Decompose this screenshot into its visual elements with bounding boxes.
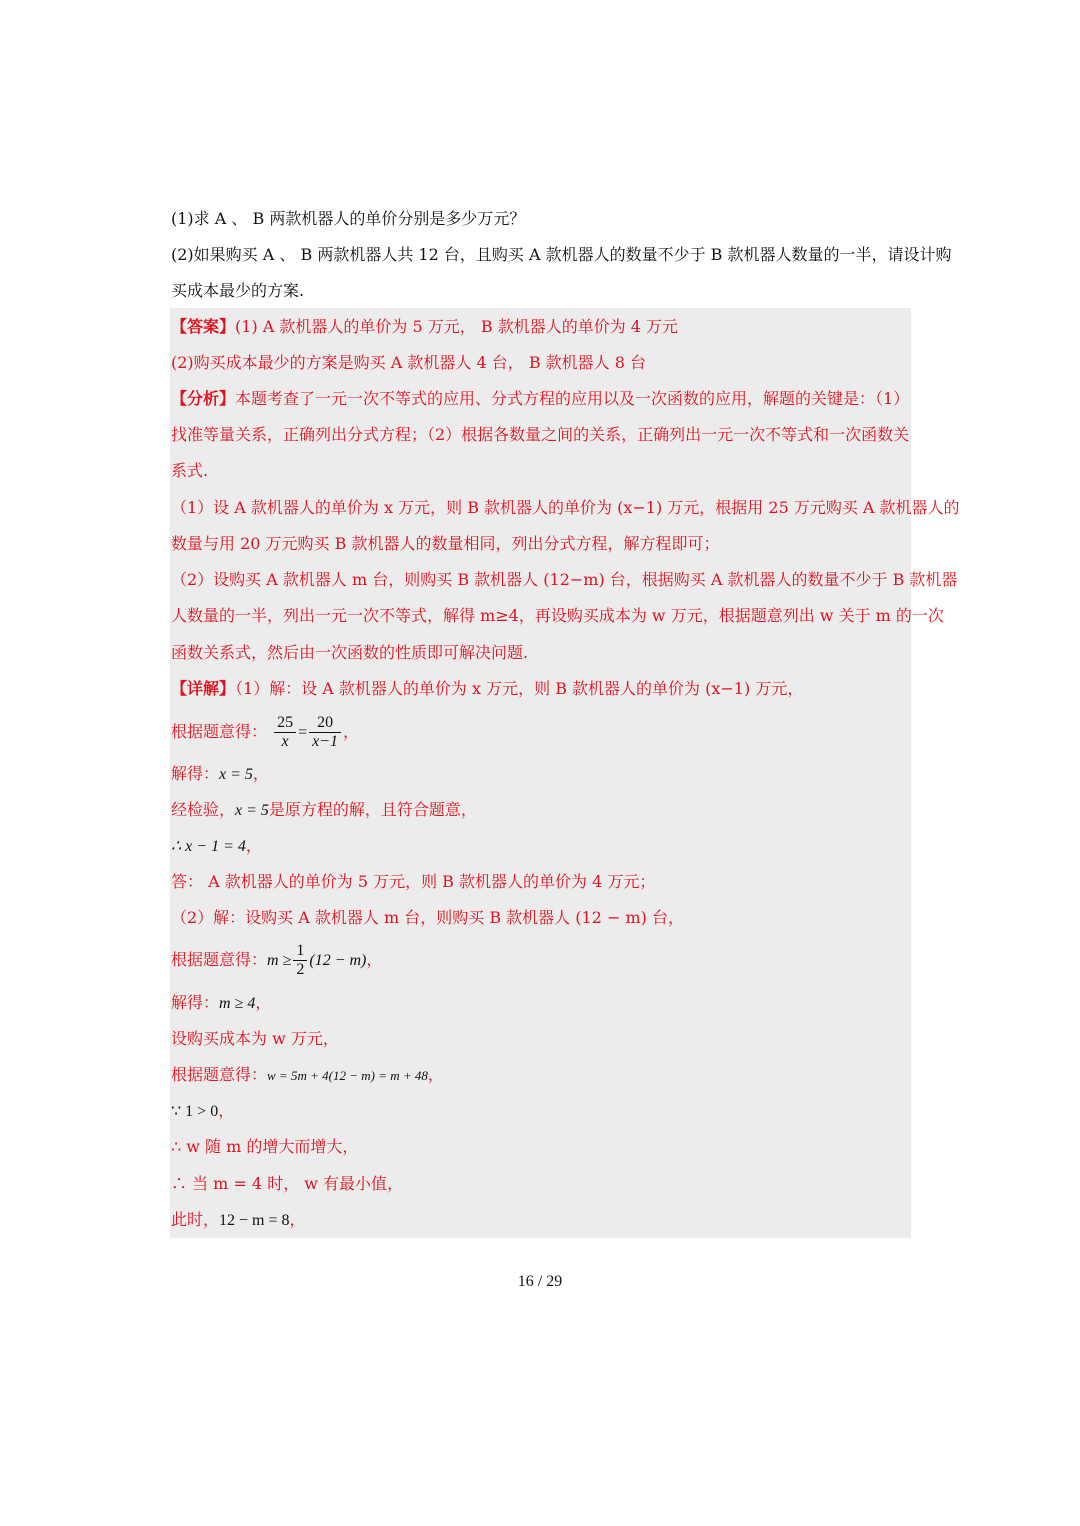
- solve-m-suffix: ，: [255, 993, 272, 1012]
- page-number: 16 / 29: [517, 1273, 563, 1290]
- analysis-part2-line-1: （2）设购买 A 款机器人 m 台，则购买 B 款机器人 (12−m) 台，根据购买 A 款机器人的数量不少于 B 款机器: [171, 570, 958, 589]
- analysis-line-1: [171, 389, 909, 409]
- detail-because-line: [171, 1101, 234, 1122]
- solve-prefix: 解得：: [171, 764, 220, 783]
- analysis-line-3: 系式.: [171, 461, 209, 480]
- because-suffix: ，: [218, 1101, 235, 1120]
- check-prefix: 经检验，: [171, 800, 236, 819]
- detail-line-1: [171, 679, 803, 699]
- detail-function-line: [171, 1065, 444, 1086]
- fraction-one-half: [293, 942, 307, 979]
- inequality-prefix: 根据题意得：: [171, 950, 268, 969]
- analysis-tag: 【分析】: [171, 389, 236, 408]
- solution-box: [170, 308, 911, 1238]
- function-suffix: ，: [427, 1065, 444, 1084]
- solve-suffix: ，: [252, 764, 269, 783]
- fraction-denominator: 2: [296, 961, 305, 978]
- solve-m-math: m ≥ 4: [219, 995, 256, 1012]
- fraction-denominator: x: [281, 733, 289, 750]
- equation-prefix: 根据题意得：: [171, 722, 268, 741]
- because-math: ∵ 1 > 0: [171, 1103, 219, 1120]
- detail-answer-line: 答： A 款机器人的单价为 5 万元，则 B 款机器人的单价为 4 万元；: [171, 872, 656, 891]
- answer-part-2: (2)购买成本最少的方案是购买 A 款机器人 4 台， B 款机器人 8 台: [171, 353, 647, 372]
- detail-tag: 【详解】: [171, 679, 236, 698]
- fraction-numerator: 20: [309, 714, 341, 733]
- analysis-part1-line-2: 数量与用 20 万元购买 B 款机器人的数量相同，列出分式方程，解方程即可；: [171, 534, 720, 553]
- detail-minimum-line: ∴ 当 m = 4 时， w 有最小值，: [171, 1174, 404, 1193]
- detail-solve-line: [171, 764, 269, 785]
- analysis-part2-line-3: 函数关系式，然后由一次函数的性质即可解决问题.: [171, 643, 529, 662]
- equals-sign: =: [298, 724, 308, 741]
- equation-suffix: ，: [343, 722, 360, 741]
- analysis-part2-line-2: 人数量的一半，列出一元一次不等式，解得 m≥4，再设购买成本为 w 万元，根据题意列出 w 关于 m 的一次: [171, 606, 944, 625]
- analysis-text-1: 本题考查了一元一次不等式的应用、分式方程的应用以及一次函数的应用，解题的关键是：（1）: [235, 389, 910, 408]
- inequality-right: (12 − m): [309, 952, 367, 969]
- answer-line-1: [171, 317, 678, 337]
- detail-increasing-line: ∴ w 随 m 的增大而增大，: [171, 1137, 359, 1156]
- detail-text-1: （1）解：设 A 款机器人的单价为 x 万元，则 B 款机器人的单价为 (x−1) 万元，: [235, 679, 804, 698]
- check-suffix: 是原方程的解，且符合题意，: [268, 800, 477, 819]
- fraction-numerator: 25: [274, 714, 296, 733]
- detail-equation-line: [171, 712, 359, 753]
- inequality-suffix: ，: [366, 950, 383, 969]
- answer-tag: 【答案】: [171, 317, 236, 336]
- detail-inequality-line: [171, 940, 382, 981]
- analysis-line-2: 找准等量关系，正确列出分式方程；（2）根据各数量之间的关系，正确列出一元一次不等式和一次函数关: [171, 425, 910, 444]
- check-math: x = 5: [235, 802, 269, 819]
- detail-solve-m-line: [171, 993, 271, 1014]
- result-prefix: 此时，: [171, 1210, 220, 1229]
- detail-check-line: [171, 800, 477, 821]
- analysis-part1-line-1: （1）设 A 款机器人的单价为 x 万元，则 B 款机器人的单价为 (x−1) 万元，根据用 25 万元购买 A 款机器人的: [171, 498, 960, 517]
- detail-cost-line: 设购买成本为 w 万元，: [171, 1029, 339, 1048]
- function-math: w = 5m + 4(12 − m) = m + 48: [267, 1068, 428, 1083]
- fraction-numerator: 1: [293, 942, 307, 961]
- detail-part2-intro: （2）解：设购买 A 款机器人 m 台，则购买 B 款机器人 (12 − m) 台，: [171, 908, 684, 927]
- result-suffix: ，: [289, 1210, 306, 1229]
- detail-therefore-line: [171, 836, 262, 857]
- question-part-2-line-2: 买成本最少的方案.: [171, 281, 305, 300]
- detail-result-line: [171, 1210, 306, 1231]
- solve-m-prefix: 解得：: [171, 993, 220, 1012]
- fraction-20-over-x-minus-1: [309, 714, 341, 751]
- answer-part-1: (1) A 款机器人的单价为 5 万元， B 款机器人的单价为 4 万元: [235, 317, 679, 336]
- therefore-math: ∴ x − 1 = 4: [171, 838, 246, 855]
- question-part-1: (1)求 A 、 B 两款机器人的单价分别是多少万元？: [171, 209, 526, 228]
- solve-math: x = 5: [219, 766, 253, 783]
- inequality-left: m ≥: [267, 952, 292, 969]
- question-part-2-line-1: (2)如果购买 A 、 B 两款机器人共 12 台，且购买 A 款机器人的数量不少于 B 款机器人数量的一半，请设计购: [171, 245, 952, 264]
- fraction-25-over-x: [274, 714, 296, 751]
- result-math: 12 − m = 8: [219, 1212, 290, 1229]
- function-prefix: 根据题意得：: [171, 1065, 268, 1084]
- fraction-denominator: x−1: [312, 733, 339, 750]
- therefore-suffix: ，: [245, 836, 262, 855]
